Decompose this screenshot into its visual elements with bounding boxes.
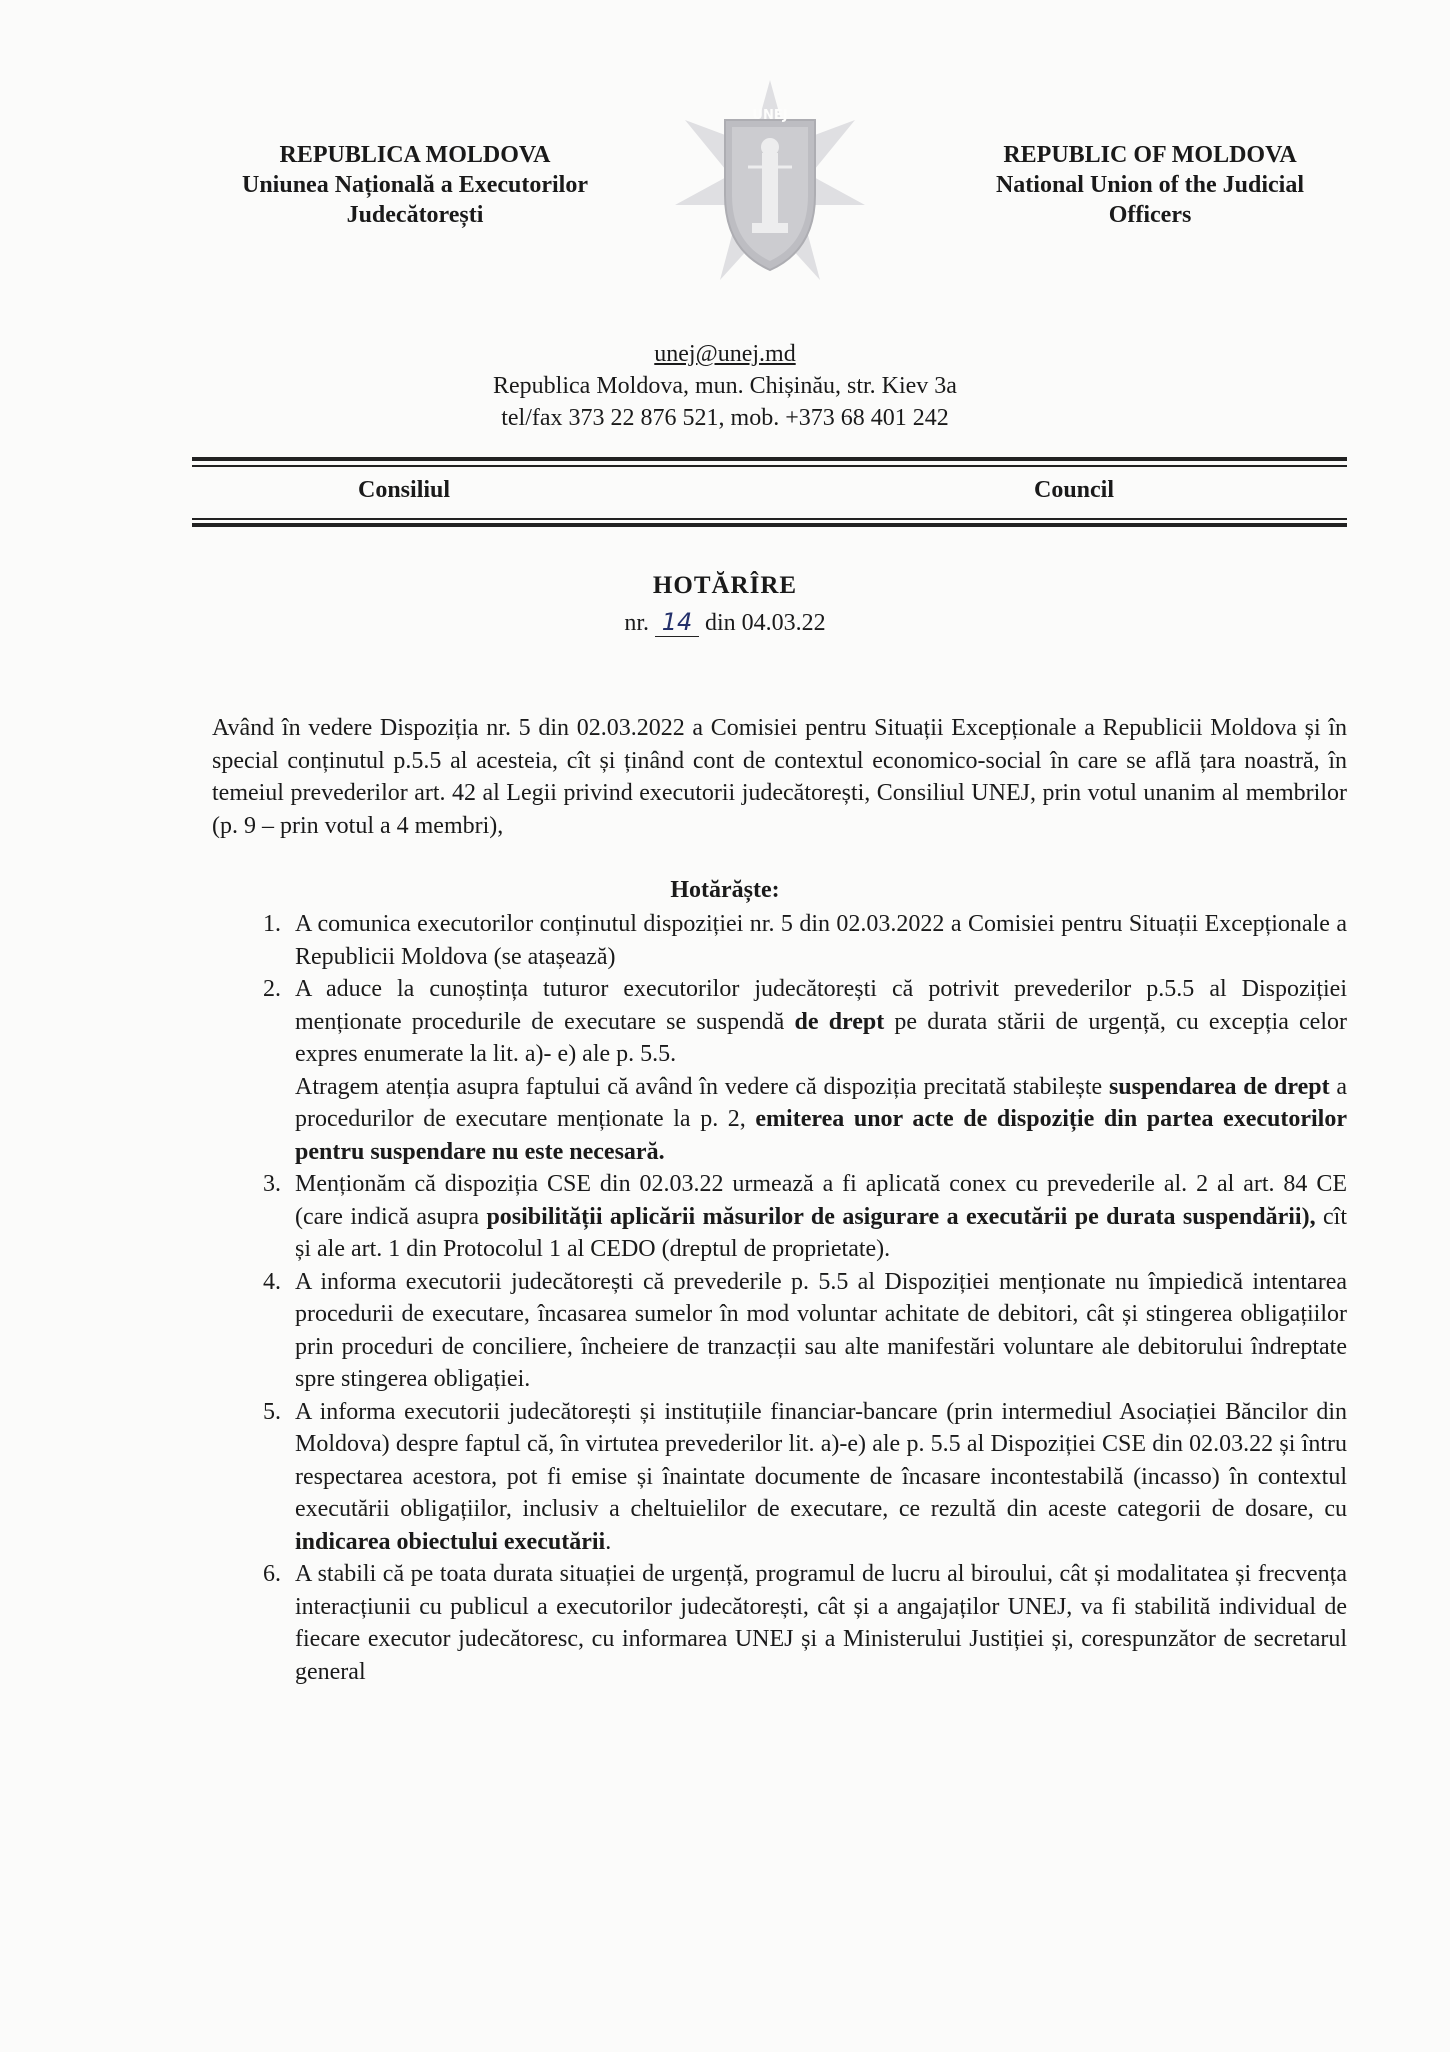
decision-item-6: [263, 1558, 1347, 1688]
header-left-org-line1: Uniunea Națională a Executorilor: [242, 172, 588, 198]
decision-number-handwritten: 14: [655, 608, 699, 637]
item-number: 5.: [263, 1398, 281, 1425]
contact-block: [0, 338, 1450, 434]
decision-item-2: [263, 973, 1347, 1168]
seal-text: UNEJ: [752, 108, 788, 123]
header-left-country: REPUBLICA MOLDOVA: [279, 142, 551, 168]
decision-items-list: [263, 908, 1347, 1688]
decision-item-4: [263, 1266, 1347, 1396]
header-right-org-line2: Officers: [1108, 202, 1192, 228]
contact-phone: tel/fax 373 22 876 521, mob. +373 68 401 242: [501, 405, 949, 431]
item-number: 4.: [263, 1268, 281, 1295]
item-number: 3.: [263, 1171, 281, 1197]
decides-heading: Hotărăște:: [670, 877, 780, 903]
item-text: A stabili că pe toata durata situației de urgență, programul de lucru al biroului, cât și modalitatea și frecvența interacțiunii cu publicul a executorilor judecătorești, cât și a angajaților UNEJ, va fi stabilită individual de fiecare executor judecătoresc, cu informarea UNEJ și a Ministerului Justiției și, corespunzător de secretarul general: [295, 1561, 1347, 1685]
header-right-org-line1: National Union of the Judicial: [995, 172, 1305, 198]
decision-item-1: [263, 908, 1347, 973]
item-text-part: cît și ale art. 1 din Protocolul 1 al CEDO (dreptul de proprietate).: [295, 1203, 1347, 1262]
contact-email[interactable]: unej@unej.md: [654, 341, 796, 367]
item-text-bold: posibilității aplicării măsurilor de asigurare a executării pe durata suspendării),: [486, 1203, 1316, 1230]
unej-seal-logo: [670, 75, 870, 290]
bottom-rule-thin: [192, 518, 1347, 520]
item-number: 6.: [263, 1561, 281, 1587]
decision-item-5: [263, 1396, 1347, 1559]
item-text-part: a procedurilor de executare menționate la p. 2,: [295, 1073, 1347, 1132]
header-right-english: [930, 140, 1370, 230]
top-rule-thick: [192, 457, 1347, 461]
intro-paragraph: Având în vedere Dispoziția nr. 5 din 02.03.2022 a Comisiei pentru Situații Excepționale a Republicii Moldova și în special conținutul p.5.5 al acesteia, cît și ținând cont de contextul economico-social în care se află țara noastră, în temeiul prevederilor art. 42 al Legii privind executorii judecătorești, Consiliul UNEJ, prin votul unanim al membrilor (p. 9 – prin votul a 4 membri),: [212, 715, 1347, 839]
item-text-part: .: [605, 1528, 612, 1555]
decision-item-3: [263, 1168, 1347, 1266]
header-left-org-line2: Judecătorești: [346, 202, 484, 228]
item-text-bold: suspendarea de drept: [1108, 1073, 1330, 1100]
item-text-part: pe durata stării de urgență, cu excepția celor expres enumerate la lit. a)- e) ale p. 5.5.: [295, 1008, 1347, 1067]
item-text-part: Atragem atenția asupra faptului că având în vedere că dispoziția precitată stabilește: [295, 1073, 1109, 1100]
item-text-part: Menționăm că dispoziția CSE din 02.03.22 urmează a fi aplicată conex cu prevederile al. 2 al art. 84 CE (care indică asupra: [295, 1171, 1347, 1230]
item-text-bold: indicarea obiectului executării: [295, 1528, 606, 1555]
header-left-romanian: [180, 140, 650, 230]
contact-address: Republica Moldova, mun. Chișinău, str. Kiev 3a: [493, 373, 957, 399]
header-right-country: REPUBLIC OF MOLDOVA: [1003, 142, 1297, 168]
item-text-bold: de drept: [794, 1008, 885, 1035]
item-text-bold: emiterea unor acte de dispoziție din partea executorilor pentru suspendare nu este necesară.: [295, 1106, 1347, 1165]
decision-title: HOTĂRÎRE: [652, 572, 798, 599]
decision-nr-prefix: nr.: [624, 610, 649, 636]
bottom-rule-thick: [192, 523, 1347, 527]
decision-number-line: [0, 608, 1450, 637]
item-text: A informa executorii judecătorești că prevederile p. 5.5 al Dispoziției menționate nu împiedică intentarea procedurii de executare, încasarea sumelor în mod voluntar achitate de debitori, cât și stingerea obligațiilor prin proceduri de conciliere, încheiere de tranzacții sau alte manifestări voluntare ale debitorului îndreptate spre stingerea obligației.: [295, 1268, 1347, 1392]
bar-label-romanian: Consiliul: [358, 477, 451, 503]
item-number: 1.: [263, 911, 281, 937]
item-text-part: A aduce la cunoștința tuturor executorilor judecătorești că potrivit prevederilor p.5.5 al Dispoziției menționate procedurile de executare se suspendă: [295, 976, 1347, 1035]
decision-date: din 04.03.22: [705, 610, 826, 636]
top-rule-thin: [192, 465, 1347, 467]
bar-label-english: Council: [1034, 477, 1115, 503]
item-number: 2.: [263, 976, 281, 1002]
item-text-part: A informa executorii judecătorești și instituțiile financiar-bancare (prin intermediul Asociației Băncilor din Moldova) despre faptul că, în virtutea prevederilor lit. a)-e) ale p. 5.5 al Dispoziției CSE din 02.03.22 și întru respectarea acestora, pot fi emise și înaintate documente de încasare incontestabilă (incasso) în contextul executării obligațiilor, inclusiv a cheltuielilor de executare, ce rezultă din aceste categorii de dosare, cu: [295, 1398, 1347, 1522]
item-text: A comunica executorilor conținutul dispoziției nr. 5 din 02.03.2022 a Comisiei pentru Situații Excepționale a Republicii Moldova (se atașează): [295, 911, 1347, 970]
